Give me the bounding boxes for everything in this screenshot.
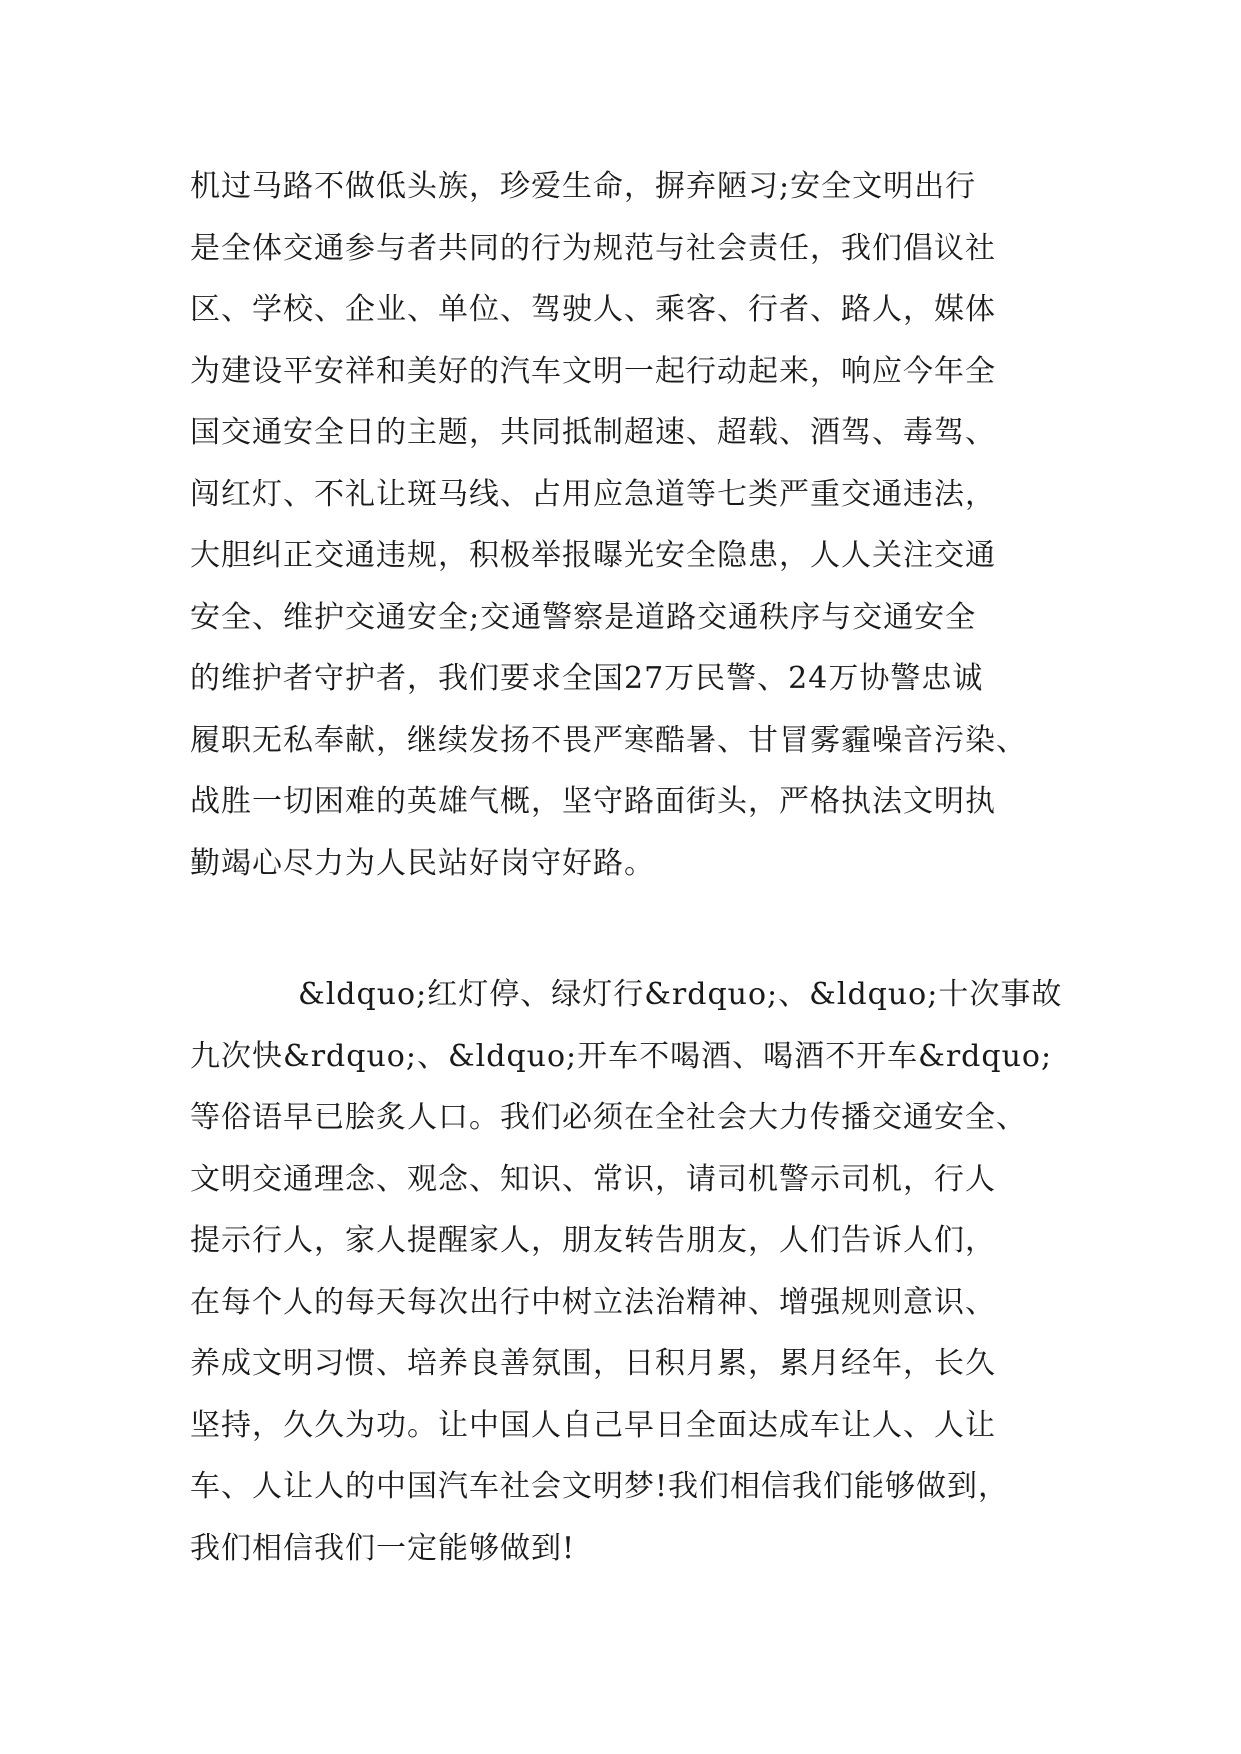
- text-line: 养成文明习惯、培养良善氛围，日积月累，累月经年，长久: [190, 1346, 996, 1381]
- text-line: 文明交通理念、观念、知识、常识，请司机警示司机，行人: [190, 1161, 996, 1197]
- paragraph-2: [190, 964, 1062, 1579]
- text-line: 提示行人，家人提醒家人，朋友转告朋友，人们告诉人们，: [190, 1223, 996, 1258]
- text-line: 勤竭心尽力为人民站好岗守好路。: [190, 845, 655, 881]
- text-line: 九次快&rdquo;、&ldquo;开车不喝酒、喝酒不开车&rdquo;: [190, 1038, 1053, 1074]
- text-line: 大胆纠正交通违规，积极举报曝光安全隐患，人人关注交通: [190, 538, 996, 573]
- text-line: 机过马路不做低头族，珍爱生命，摒弃陋习;安全文明出行: [190, 169, 977, 204]
- text-line: 区、学校、企业、单位、驾驶人、乘客、行者、路人，媒体: [190, 292, 996, 327]
- text-line: 国交通安全日的主题，共同抵制超速、超载、酒驾、毒驾、: [190, 415, 996, 450]
- text-line: 闯红灯、不礼让斑马线、占用应急道等七类严重交通违法，: [190, 476, 996, 512]
- text-line: 在每个人的每天每次出行中树立法治精神、增强规则意识、: [190, 1284, 996, 1320]
- text-line: 是全体交通参与者共同的行为规范与社会责任，我们倡议社: [190, 230, 996, 266]
- text-line: 战胜一切困难的英雄气概，坚守路面街头，严格执法文明执: [190, 784, 996, 819]
- text-line: 为建设平安祥和美好的汽车文明一起行动起来，响应今年全: [190, 353, 996, 389]
- text-line: 履职无私奉献，继续发扬不畏严寒酷暑、甘冒雾霾噪音污染、: [190, 722, 1027, 758]
- text-line: 坚持，久久为功。让中国人自己早日全面达成车让人、人让: [190, 1407, 996, 1443]
- paragraph-1: [190, 156, 1027, 894]
- text-line: 的维护者守护者，我们要求全国27万民警、24万协警忠诚: [190, 661, 984, 696]
- text-line: 安全、维护交通安全;交通警察是道路交通秩序与交通安全: [190, 599, 977, 635]
- text-line: 等俗语早已脍炙人口。我们必须在全社会大力传播交通安全、: [190, 1100, 1027, 1135]
- text-line: 车、人让人的中国汽车社会文明梦!我们相信我们能够做到，: [190, 1469, 1010, 1504]
- text-line: &ldquo;红灯停、绿灯行&rdquo;、&ldquo;十次事故: [298, 977, 1063, 1012]
- text-line: 我们相信我们一定能够做到!: [190, 1530, 576, 1566]
